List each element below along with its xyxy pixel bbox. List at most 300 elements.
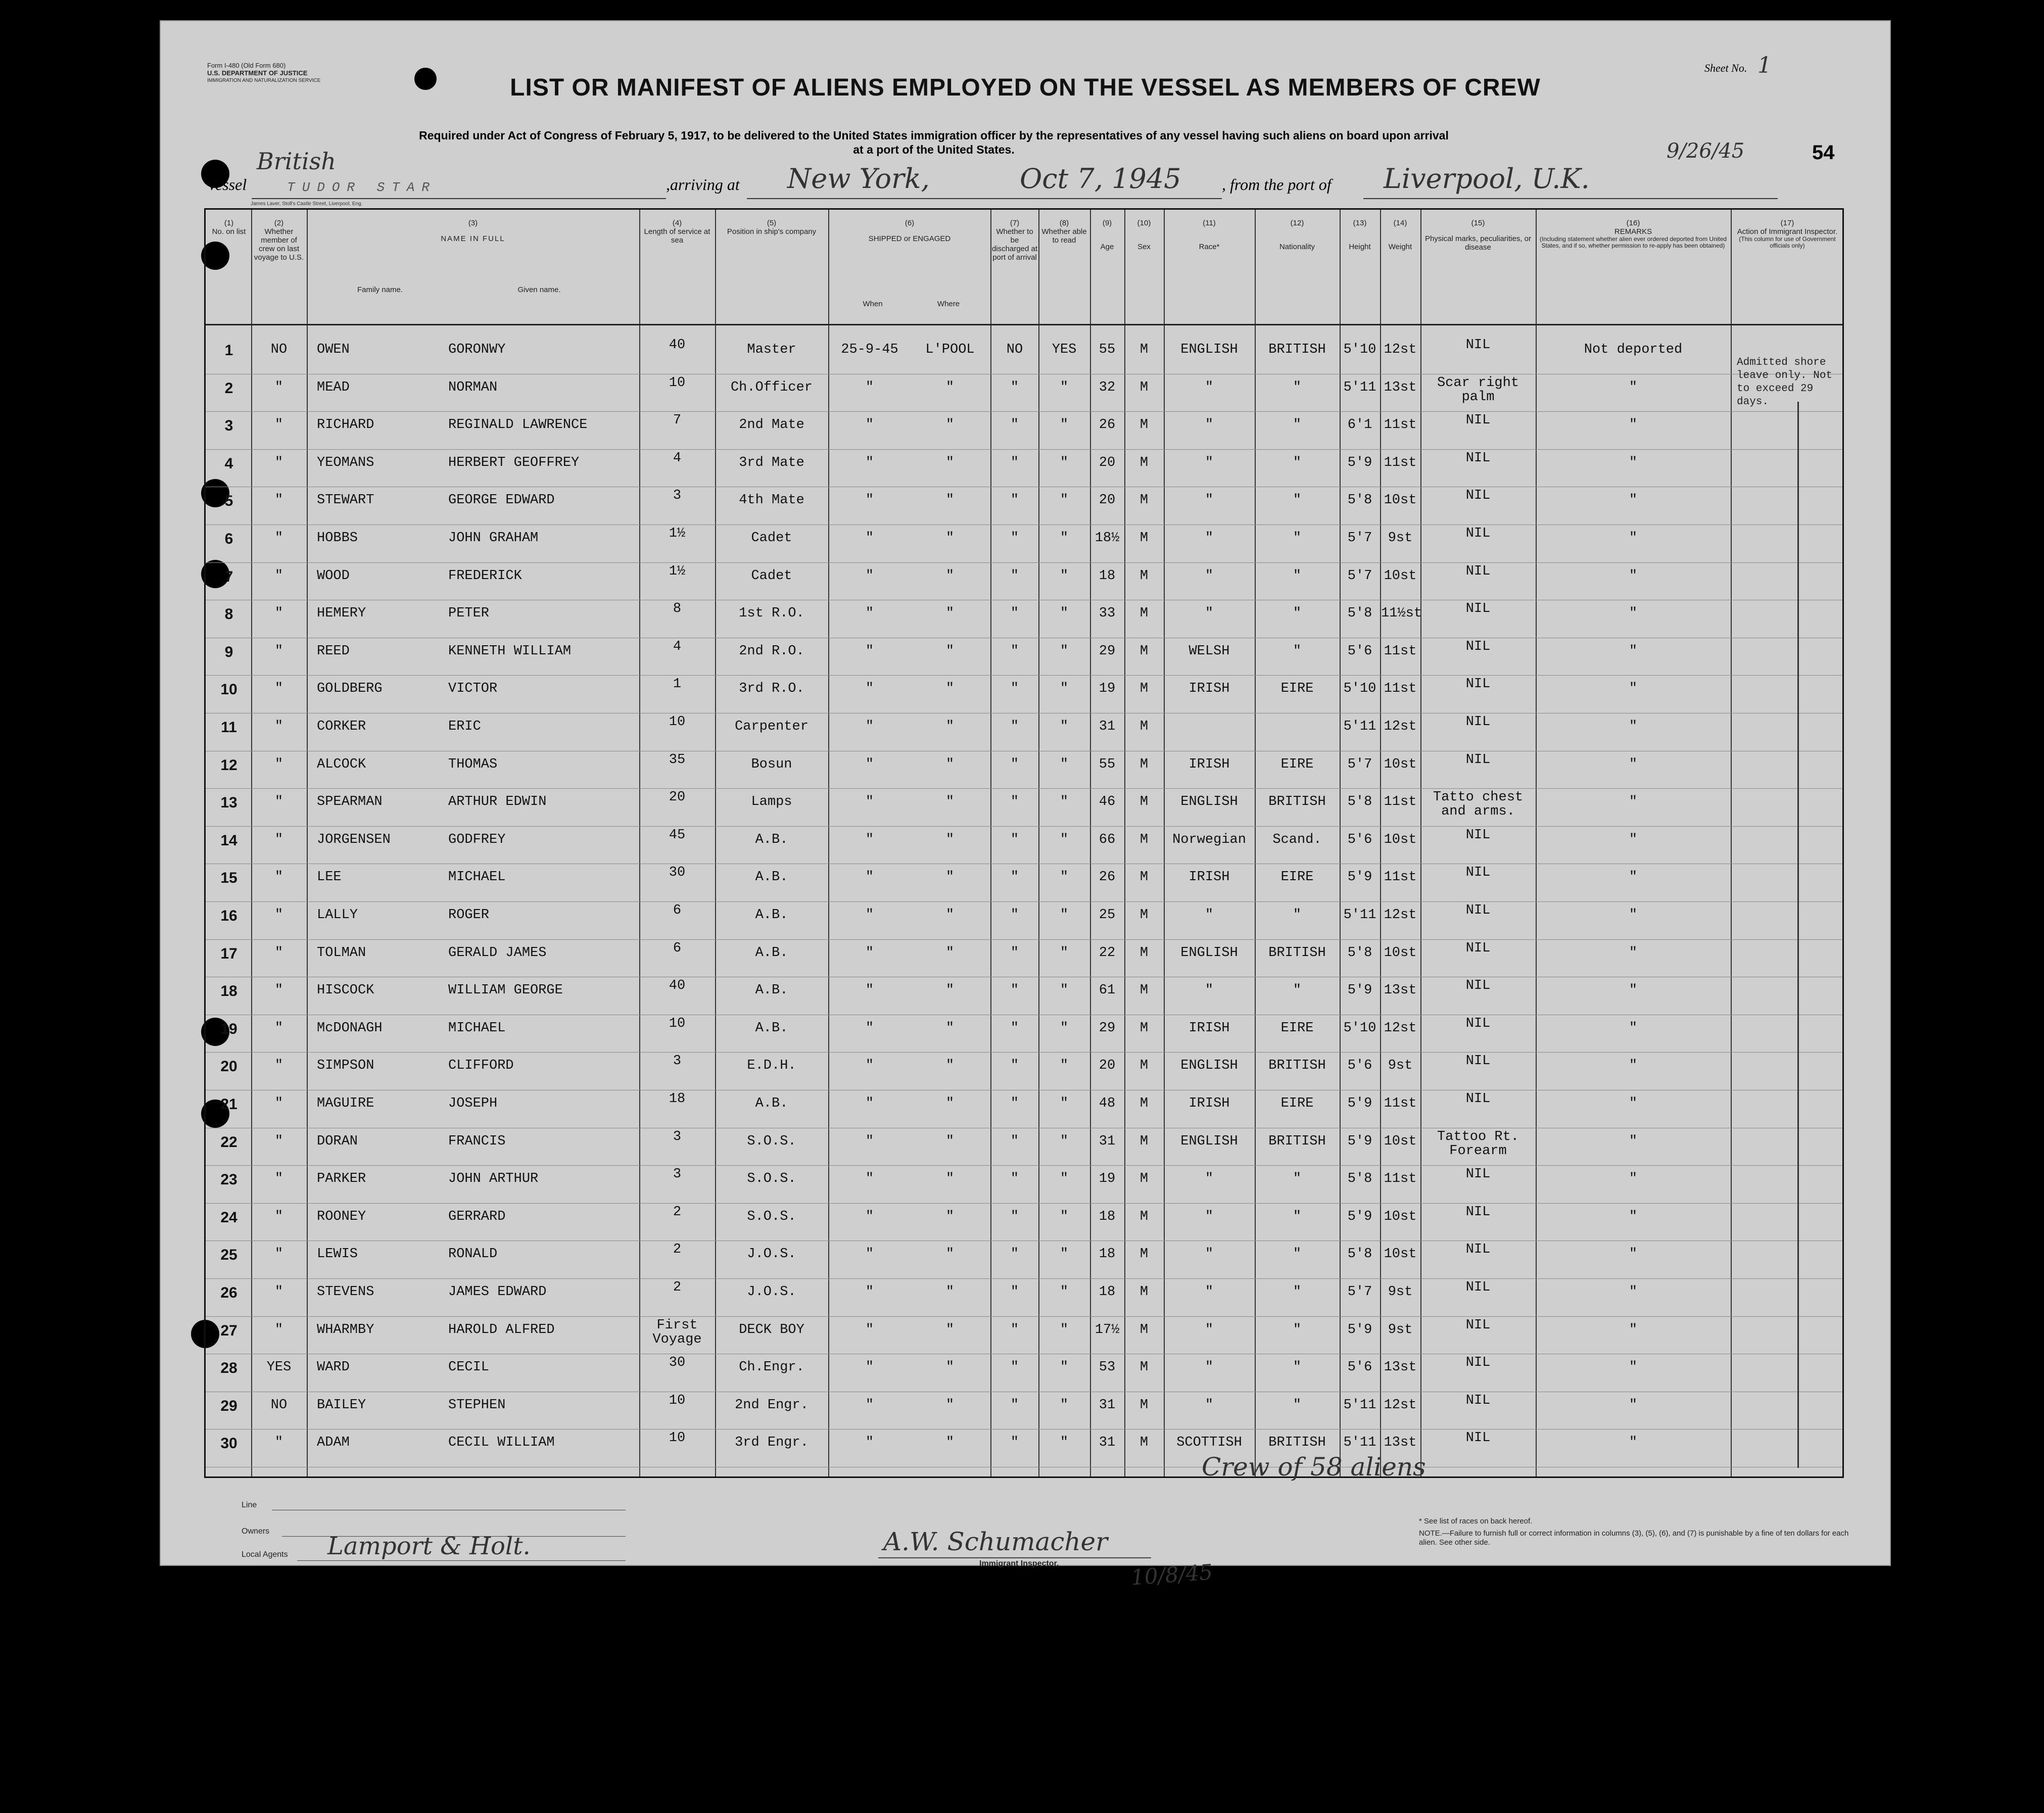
cell-sex: M: [1139, 531, 1149, 546]
cell-last-voyage: ": [274, 493, 283, 508]
cell-race: ": [1205, 1171, 1214, 1187]
cell-discharged: ": [1010, 568, 1019, 584]
cell-position: A.B.: [755, 832, 788, 847]
cell-family: CORKER: [317, 719, 366, 734]
cell-nationality: EIRE: [1280, 681, 1314, 697]
cell-height: 5'7: [1347, 568, 1372, 584]
cell-family: WARD: [317, 1360, 350, 1375]
cell-height: 5'6: [1347, 643, 1372, 659]
cell-family: ROONEY: [317, 1209, 366, 1224]
cell-no: 2: [224, 379, 233, 397]
cell-when: ": [865, 1360, 874, 1375]
cell-family: OWEN: [317, 342, 350, 357]
cell-remarks: ": [1629, 455, 1638, 470]
from-label: , from the port of: [1222, 175, 1332, 194]
cell-last-voyage: ": [274, 1435, 283, 1451]
cell-last-voyage: ": [274, 832, 283, 847]
cell-height: 5'9: [1347, 870, 1372, 885]
row-rule: [206, 675, 1842, 676]
cell-weight: 9st: [1388, 1322, 1413, 1338]
cell-where: ": [945, 493, 955, 508]
cell-race: ": [1205, 531, 1214, 546]
cell-read: ": [1060, 983, 1069, 998]
col-num: (9): [1102, 219, 1112, 227]
cell-marks: NIL: [1465, 714, 1491, 730]
table-row: [206, 1242, 1842, 1267]
cell-discharged: ": [1010, 417, 1019, 433]
row-rule: [206, 788, 1842, 789]
cell-read: ": [1060, 455, 1069, 470]
cell-no: 9: [224, 643, 233, 660]
cell-remarks: ": [1629, 719, 1638, 734]
cell-remarks: ": [1629, 681, 1638, 697]
cell-height: 6'1: [1347, 417, 1372, 433]
agents-underline: [297, 1560, 626, 1561]
cell-no: 26: [220, 1284, 237, 1301]
page-number: 54: [1812, 141, 1835, 164]
cell-read: ": [1060, 1209, 1069, 1224]
cell-nationality: ": [1293, 568, 1302, 584]
cell-age: 22: [1099, 945, 1116, 961]
cell-position: A.B.: [755, 945, 788, 961]
cell-nationality: BRITISH: [1268, 945, 1326, 961]
row-rule: [206, 939, 1842, 940]
cell-service: 1½: [669, 526, 686, 541]
cell-sex: M: [1139, 1133, 1149, 1149]
cell-sex: M: [1139, 1209, 1149, 1224]
cell-race: WELSH: [1189, 643, 1230, 659]
cell-remarks: ": [1629, 568, 1638, 584]
col-3-header: [308, 219, 638, 243]
inspector-date: 10/8/45: [1130, 1559, 1214, 1590]
inspector-signature: A.W. Schumacher: [883, 1527, 1108, 1556]
cell-discharged: ": [1010, 794, 1019, 810]
cell-last-voyage: ": [274, 794, 283, 810]
col-10-header: [1125, 219, 1163, 251]
cell-race: SCOTTISH: [1176, 1435, 1242, 1451]
col-9-header: [1091, 219, 1123, 251]
cell-given: MICHAEL: [448, 870, 506, 885]
row-rule: [206, 1316, 1842, 1317]
cell-last-voyage: ": [274, 719, 283, 734]
cell-remarks: ": [1629, 1020, 1638, 1036]
cell-discharged: NO: [1006, 342, 1023, 357]
cell-family: MEAD: [317, 379, 350, 395]
cell-last-voyage: NO: [270, 1397, 288, 1413]
col-label: Position in ship's company: [727, 227, 817, 236]
col-num: (2): [274, 219, 284, 227]
cell-where: ": [945, 870, 955, 885]
cell-marks: NIL: [1465, 526, 1491, 541]
cell-when: ": [865, 1096, 874, 1111]
arriving-underline: [747, 198, 1222, 199]
cell-race: ": [1205, 568, 1214, 584]
col-6-header: [829, 219, 990, 243]
cell-marks: NIL: [1465, 488, 1491, 504]
cell-no: 5: [224, 493, 233, 510]
cell-service: 3: [673, 1054, 682, 1069]
cell-remarks: ": [1629, 1360, 1638, 1375]
cell-given: HERBERT GEOFFREY: [448, 455, 580, 470]
row-rule: [206, 562, 1842, 563]
cell-no: 10: [220, 681, 237, 698]
col-label: Sex: [1137, 243, 1151, 251]
cell-age: 55: [1099, 342, 1116, 357]
cell-nationality: ": [1293, 379, 1302, 395]
cell-last-voyage: ": [274, 870, 283, 885]
cell-position: 2nd Engr.: [735, 1397, 809, 1413]
cell-last-voyage: ": [274, 1209, 283, 1224]
cell-where: ": [945, 568, 955, 584]
cell-weight: 11st: [1384, 455, 1417, 470]
table-row: [206, 1129, 1842, 1159]
cell-remarks: ": [1629, 1171, 1638, 1187]
cell-marks: NIL: [1465, 338, 1491, 353]
cell-position: S.O.S.: [747, 1209, 796, 1224]
table-row: [206, 677, 1842, 701]
col-15-header: [1421, 219, 1535, 252]
col-num: (10): [1137, 219, 1151, 227]
printer-imprint: James Laver, Stoll's Castle Street, Liverpool, Eng.: [251, 201, 363, 207]
cell-nationality: ": [1293, 908, 1302, 923]
cell-no: 7: [224, 568, 233, 585]
cell-race: ": [1205, 417, 1214, 433]
cell-given: ERIC: [448, 719, 481, 734]
row-rule: [206, 411, 1842, 412]
cell-position: Cadet: [751, 531, 792, 546]
cell-read: ": [1060, 1020, 1069, 1036]
cell-where: ": [945, 794, 955, 810]
cell-no: 14: [220, 832, 237, 849]
col-4-header: [640, 219, 714, 245]
cell-no: 30: [220, 1435, 237, 1452]
table-row: [206, 752, 1842, 777]
cell-remarks: ": [1629, 1247, 1638, 1262]
table-row: [206, 1280, 1842, 1305]
cell-weight: 10st: [1384, 1247, 1417, 1262]
col-label: No. on list: [212, 227, 246, 236]
cell-given: WILLIAM GEORGE: [448, 983, 563, 998]
cell-race: ENGLISH: [1180, 794, 1238, 810]
cell-read: ": [1060, 681, 1069, 697]
cell-given: JOHN ARTHUR: [448, 1171, 539, 1187]
cell-race: ": [1205, 1247, 1214, 1262]
cell-race: Norwegian: [1172, 832, 1246, 847]
cell-service: First Voyage: [652, 1317, 702, 1347]
cell-read: ": [1060, 1171, 1069, 1187]
cell-sex: M: [1139, 1020, 1149, 1036]
col-label: Race*: [1199, 243, 1220, 251]
cell-marks: Scar right palm: [1437, 375, 1519, 405]
cell-discharged: ": [1010, 1435, 1019, 1451]
cell-when: ": [865, 681, 874, 697]
cell-weight: 12st: [1384, 342, 1417, 357]
table-row: [206, 488, 1842, 513]
col-num: (5): [767, 219, 777, 227]
cell-nationality: ": [1293, 1322, 1302, 1338]
cell-race: ENGLISH: [1180, 1133, 1238, 1149]
cell-read: ": [1060, 756, 1069, 772]
cell-position: J.O.S.: [747, 1247, 796, 1262]
table-row: [206, 1317, 1842, 1347]
cell-sex: M: [1139, 719, 1149, 734]
col-5-header: [716, 219, 827, 236]
cell-given: JAMES EDWARD: [448, 1284, 547, 1300]
cell-family: GOLDBERG: [317, 681, 383, 697]
cell-service: 35: [669, 752, 686, 768]
cell-given: GODFREY: [448, 832, 506, 847]
cell-where: ": [945, 1322, 955, 1338]
cell-sex: M: [1139, 1284, 1149, 1300]
table-row: [206, 1091, 1842, 1116]
cell-read: ": [1060, 568, 1069, 584]
cell-where: ": [945, 1058, 955, 1074]
cell-weight: 11st: [1384, 794, 1417, 810]
cell-weight: 10st: [1384, 1209, 1417, 1224]
cell-discharged: ": [1010, 606, 1019, 622]
cell-family: PARKER: [317, 1171, 366, 1187]
cell-position: J.O.S.: [747, 1284, 796, 1300]
cell-no: 4: [224, 455, 233, 472]
cell-marks: NIL: [1465, 1054, 1491, 1069]
col-label: Weight: [1388, 243, 1412, 251]
cell-given: GEORGE EDWARD: [448, 493, 555, 508]
cell-position: S.O.S.: [747, 1171, 796, 1187]
cell-no: 12: [220, 756, 237, 774]
cell-read: ": [1060, 832, 1069, 847]
cell-race: ENGLISH: [1180, 1058, 1238, 1074]
col-num: (6): [905, 219, 915, 227]
cell-last-voyage: ": [274, 531, 283, 546]
cell-nationality: ": [1293, 417, 1302, 433]
cell-read: ": [1060, 531, 1069, 546]
dated-note: 9/26/45: [1667, 139, 1745, 163]
cell-sex: M: [1139, 1171, 1149, 1187]
cell-when: ": [865, 455, 874, 470]
cell-age: 46: [1099, 794, 1116, 810]
table-row: [206, 827, 1842, 852]
family-name-subheader: Family name.: [357, 285, 403, 294]
cell-service: 8: [673, 601, 682, 617]
cell-age: 48: [1099, 1096, 1116, 1111]
cell-given: MICHAEL: [448, 1020, 506, 1036]
cell-remarks: ": [1629, 531, 1638, 546]
col-num: (3): [468, 219, 478, 227]
requirement-line-2: at a port of the United States.: [853, 143, 1015, 156]
cell-read: ": [1060, 1360, 1069, 1375]
cell-read: ": [1060, 493, 1069, 508]
cell-position: Carpenter: [735, 719, 809, 734]
row-rule: [206, 901, 1842, 902]
cell-service: 3: [673, 1129, 682, 1144]
cell-last-voyage: NO: [270, 342, 288, 357]
col-label: Nationality: [1279, 243, 1315, 251]
cell-marks: NIL: [1465, 601, 1491, 617]
cell-remarks: ": [1629, 794, 1638, 810]
from-port: Liverpool, U.K.: [1384, 163, 1590, 195]
remarks-note: (Including statement whether alien ever ordered deported from United States, and if so, whether permission to re-apply has been obtained): [1539, 235, 1727, 249]
cell-height: 5'9: [1347, 983, 1372, 998]
cell-last-voyage: ": [274, 568, 283, 584]
signature-underline: [878, 1557, 1151, 1558]
cell-nationality: ": [1293, 1360, 1302, 1375]
cell-last-voyage: ": [274, 417, 283, 433]
cell-remarks: Not deported: [1584, 342, 1683, 357]
cell-last-voyage: ": [274, 1171, 283, 1187]
cell-last-voyage: ": [274, 756, 283, 772]
table-row: [206, 865, 1842, 890]
cell-height: 5'8: [1347, 1171, 1372, 1187]
crew-table: [204, 208, 1844, 1478]
cell-marks: NIL: [1465, 827, 1491, 843]
cell-sex: M: [1139, 1435, 1149, 1451]
cell-given: VICTOR: [448, 681, 498, 697]
cell-nationality: ": [1293, 455, 1302, 470]
cell-weight: 12st: [1384, 908, 1417, 923]
cell-discharged: ": [1010, 1171, 1019, 1187]
cell-position: DECK BOY: [739, 1322, 804, 1338]
department: U.S. DEPARTMENT OF JUSTICE: [207, 69, 308, 77]
cell-last-voyage: ": [274, 908, 283, 923]
cell-family: HOBBS: [317, 531, 358, 546]
cell-sex: M: [1139, 983, 1149, 998]
col-label: Whether able to read: [1041, 227, 1087, 245]
requirement-text: [322, 128, 1545, 157]
cell-service: 3: [673, 1167, 682, 1182]
cell-last-voyage: ": [274, 1058, 283, 1074]
cell-given: CECIL: [448, 1360, 490, 1375]
cell-remarks: ": [1629, 1397, 1638, 1413]
cell-nationality: ": [1293, 1209, 1302, 1224]
cell-last-voyage: ": [274, 379, 283, 395]
cell-nationality: ": [1293, 983, 1302, 998]
cell-nationality: EIRE: [1280, 1096, 1314, 1111]
cell-remarks: ": [1629, 643, 1638, 659]
cell-no: 13: [220, 794, 237, 812]
cell-marks: NIL: [1465, 1016, 1491, 1031]
cell-nationality: ": [1293, 1284, 1302, 1300]
cell-height: 5'9: [1347, 1096, 1372, 1111]
cell-when: ": [865, 794, 874, 810]
cell-position: A.B.: [755, 1020, 788, 1036]
cell-given: THOMAS: [448, 756, 498, 772]
cell-sex: M: [1139, 832, 1149, 847]
table-row: [206, 1393, 1842, 1418]
table-row: [206, 1430, 1842, 1455]
sheet-label: Sheet No.: [1704, 62, 1747, 74]
cell-race: ENGLISH: [1180, 342, 1238, 357]
cell-no: 23: [220, 1171, 237, 1188]
inspector-action: Admitted shore leave only. Not to exceed 29 days.: [1737, 357, 1833, 408]
from-underline: [1363, 198, 1778, 199]
cell-height: 5'8: [1347, 493, 1372, 508]
cell-remarks: ": [1629, 606, 1638, 622]
cell-position: Master: [747, 342, 796, 357]
cell-nationality: ": [1293, 606, 1302, 622]
cell-last-voyage: ": [274, 1247, 283, 1262]
cell-when: ": [865, 1284, 874, 1300]
vessel-nationality: British: [257, 148, 336, 175]
col-label: NAME IN FULL: [441, 234, 505, 243]
cell-age: 66: [1099, 832, 1116, 847]
cell-given: JOSEPH: [448, 1096, 498, 1111]
cell-sex: M: [1139, 1397, 1149, 1413]
cell-nationality: BRITISH: [1268, 1133, 1326, 1149]
arriving-label: ,arriving at: [666, 175, 740, 194]
cell-height: 5'8: [1347, 1247, 1372, 1262]
service: IMMIGRATION AND NATURALIZATION SERVICE: [207, 78, 321, 83]
col-label: Action of Immigrant Inspector.: [1737, 227, 1838, 236]
agents-value: Lamport & Holt.: [327, 1532, 531, 1560]
arriving-port: New York,: [787, 163, 930, 195]
cell-remarks: ": [1629, 983, 1638, 998]
cell-sex: M: [1139, 908, 1149, 923]
cell-when: ": [865, 531, 874, 546]
cell-when: ": [865, 1435, 874, 1451]
cell-age: 18½: [1095, 531, 1120, 546]
cell-race: ": [1205, 606, 1214, 622]
cell-given: GERALD JAMES: [448, 945, 547, 961]
cell-where: ": [945, 417, 955, 433]
col-16-header: [1537, 219, 1730, 249]
cell-discharged: ": [1010, 832, 1019, 847]
cell-age: 18: [1099, 1209, 1116, 1224]
col-14-header: [1381, 219, 1419, 251]
col-num: (11): [1203, 219, 1216, 227]
cell-race: ": [1205, 908, 1214, 923]
page-title: LIST OR MANIFEST OF ALIENS EMPLOYED ON THE VESSEL AS MEMBERS OF CREW: [510, 74, 1541, 101]
cell-marks: Tatto chest and arms.: [1433, 790, 1524, 820]
cell-when: ": [865, 643, 874, 659]
cell-read: ": [1060, 794, 1069, 810]
row-rule: [206, 524, 1842, 525]
cell-height: 5'10: [1343, 342, 1376, 357]
cell-marks: NIL: [1465, 450, 1491, 466]
cell-where: ": [945, 945, 955, 961]
cell-sex: M: [1139, 455, 1149, 470]
cell-nationality: BRITISH: [1268, 1058, 1326, 1074]
cell-family: LEE: [317, 870, 342, 885]
cell-no: 29: [220, 1397, 237, 1414]
cell-weight: 13st: [1384, 1360, 1417, 1375]
cell-age: 31: [1099, 1435, 1116, 1451]
cell-read: ": [1060, 908, 1069, 923]
cell-discharged: ": [1010, 1133, 1019, 1149]
table-row: [206, 526, 1842, 551]
cell-given: CLIFFORD: [448, 1058, 514, 1074]
cell-family: LALLY: [317, 908, 358, 923]
cell-age: 18: [1099, 1247, 1116, 1262]
cell-where: ": [945, 983, 955, 998]
cell-service: 2: [673, 1280, 682, 1295]
cell-read: ": [1060, 1058, 1069, 1074]
cell-position: 3rd Mate: [739, 455, 804, 470]
cell-position: 1st R.O.: [739, 606, 804, 622]
cell-read: ": [1060, 379, 1069, 395]
cell-race: IRISH: [1189, 756, 1230, 772]
cell-nationality: EIRE: [1280, 870, 1314, 885]
col-label: Physical marks, peculiarities, or disease: [1424, 234, 1532, 252]
cell-height: 5'6: [1347, 1058, 1372, 1074]
cell-read: ": [1060, 1435, 1069, 1451]
cell-last-voyage: ": [274, 681, 283, 697]
cell-last-voyage: ": [274, 983, 283, 998]
cell-marks: NIL: [1465, 1355, 1491, 1371]
col-8-header: [1039, 219, 1089, 245]
cell-nationality: EIRE: [1280, 756, 1314, 772]
cell-marks: NIL: [1465, 940, 1491, 956]
cell-marks: NIL: [1465, 1204, 1491, 1220]
